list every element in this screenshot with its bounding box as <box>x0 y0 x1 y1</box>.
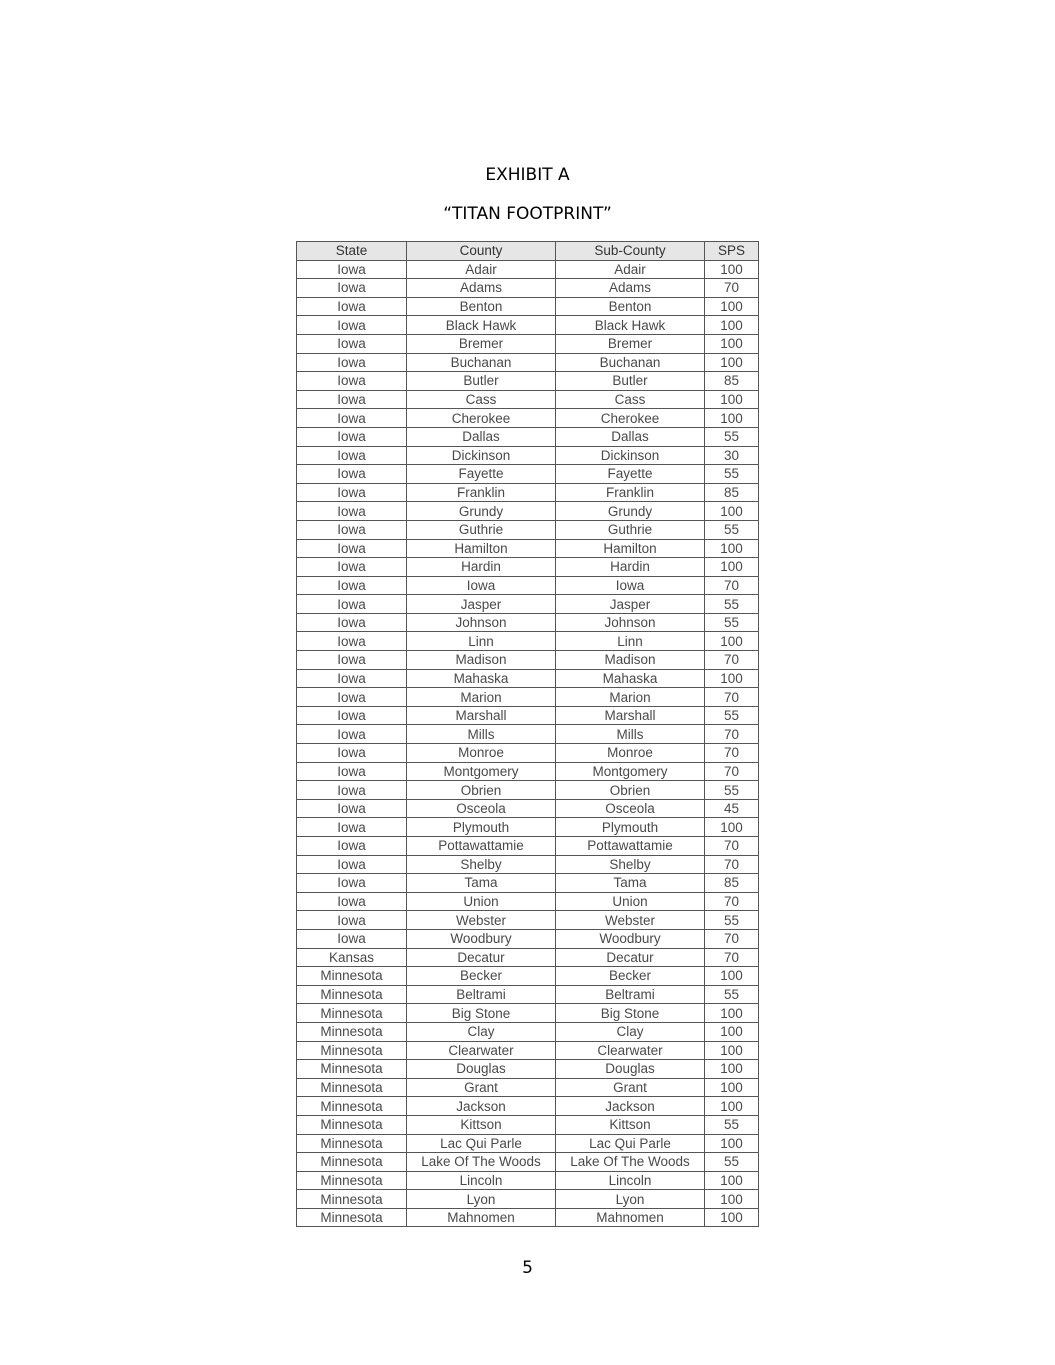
cell-state: Iowa <box>297 744 407 763</box>
cell-sps: 100 <box>705 353 759 372</box>
cell-state: Iowa <box>297 409 407 428</box>
cell-sps: 100 <box>705 558 759 577</box>
table-row <box>297 799 759 818</box>
cell-state: Iowa <box>297 446 407 465</box>
cell-sps: 100 <box>705 967 759 986</box>
table-row <box>297 781 759 800</box>
cell-sub-county: Lincoln <box>556 1171 705 1190</box>
cell-state: Minnesota <box>297 1208 407 1227</box>
table-row <box>297 1153 759 1172</box>
cell-sps: 70 <box>705 651 759 670</box>
table-row <box>297 316 759 335</box>
cell-state: Iowa <box>297 390 407 409</box>
cell-sps: 55 <box>705 613 759 632</box>
cell-county: Marshall <box>407 706 556 725</box>
cell-sub-county: Becker <box>556 967 705 986</box>
cell-county: Woodbury <box>407 929 556 948</box>
cell-county: Benton <box>407 297 556 316</box>
cell-sps: 100 <box>705 1004 759 1023</box>
cell-state: Iowa <box>297 632 407 651</box>
table-body <box>297 260 759 1227</box>
cell-sub-county: Kittson <box>556 1115 705 1134</box>
cell-county: Marion <box>407 688 556 707</box>
cell-state: Iowa <box>297 874 407 893</box>
cell-state: Iowa <box>297 706 407 725</box>
cell-county: Plymouth <box>407 818 556 837</box>
cell-sps: 70 <box>705 948 759 967</box>
cell-state: Iowa <box>297 502 407 521</box>
cell-state: Minnesota <box>297 1060 407 1079</box>
cell-sps: 100 <box>705 539 759 558</box>
cell-sps: 100 <box>705 390 759 409</box>
cell-state: Iowa <box>297 799 407 818</box>
cell-sub-county: Douglas <box>556 1060 705 1079</box>
table-row <box>297 427 759 446</box>
cell-sub-county: Adair <box>556 260 705 279</box>
cell-county: Decatur <box>407 948 556 967</box>
cell-sps: 85 <box>705 874 759 893</box>
table-row <box>297 818 759 837</box>
table-row <box>297 762 759 781</box>
cell-sps: 70 <box>705 688 759 707</box>
cell-sps: 100 <box>705 818 759 837</box>
table-row <box>297 1097 759 1116</box>
table-row <box>297 892 759 911</box>
cell-sub-county: Adams <box>556 279 705 298</box>
cell-county: Webster <box>407 911 556 930</box>
cell-sub-county: Clay <box>556 1022 705 1041</box>
cell-county: Grundy <box>407 502 556 521</box>
cell-sub-county: Madison <box>556 651 705 670</box>
table-row <box>297 837 759 856</box>
cell-state: Minnesota <box>297 1115 407 1134</box>
cell-sps: 55 <box>705 1115 759 1134</box>
cell-county: Dickinson <box>407 446 556 465</box>
cell-sub-county: Shelby <box>556 855 705 874</box>
table-row <box>297 929 759 948</box>
cell-sub-county: Woodbury <box>556 929 705 948</box>
cell-sub-county: Big Stone <box>556 1004 705 1023</box>
cell-county: Adams <box>407 279 556 298</box>
cell-state: Minnesota <box>297 1190 407 1209</box>
cell-county: Becker <box>407 967 556 986</box>
cell-county: Linn <box>407 632 556 651</box>
cell-county: Black Hawk <box>407 316 556 335</box>
cell-state: Minnesota <box>297 1078 407 1097</box>
cell-sps: 85 <box>705 372 759 391</box>
cell-county: Union <box>407 892 556 911</box>
table-row <box>297 334 759 353</box>
cell-sub-county: Decatur <box>556 948 705 967</box>
table-row <box>297 1078 759 1097</box>
table-row <box>297 465 759 484</box>
table-row <box>297 1208 759 1227</box>
footprint-table <box>296 241 759 1227</box>
cell-state: Minnesota <box>297 1171 407 1190</box>
cell-sps: 70 <box>705 279 759 298</box>
table-row <box>297 1041 759 1060</box>
table-row <box>297 632 759 651</box>
cell-sps: 70 <box>705 744 759 763</box>
cell-county: Guthrie <box>407 520 556 539</box>
cell-state: Iowa <box>297 334 407 353</box>
table-row <box>297 1022 759 1041</box>
cell-state: Iowa <box>297 837 407 856</box>
cell-sub-county: Montgomery <box>556 762 705 781</box>
cell-sps: 70 <box>705 892 759 911</box>
cell-county: Adair <box>407 260 556 279</box>
table-row <box>297 1004 759 1023</box>
cell-state: Iowa <box>297 929 407 948</box>
cell-county: Monroe <box>407 744 556 763</box>
cell-sps: 100 <box>705 316 759 335</box>
page-number: 5 <box>522 1258 533 1278</box>
table-row <box>297 520 759 539</box>
cell-sps: 100 <box>705 1171 759 1190</box>
cell-sps: 100 <box>705 1097 759 1116</box>
cell-county: Mills <box>407 725 556 744</box>
cell-sub-county: Dickinson <box>556 446 705 465</box>
cell-sps: 70 <box>705 725 759 744</box>
cell-county: Fayette <box>407 465 556 484</box>
cell-sps: 100 <box>705 1078 759 1097</box>
cell-sub-county: Hardin <box>556 558 705 577</box>
cell-sub-county: Grundy <box>556 502 705 521</box>
cell-state: Iowa <box>297 613 407 632</box>
table-row <box>297 409 759 428</box>
cell-sps: 100 <box>705 409 759 428</box>
cell-state: Iowa <box>297 353 407 372</box>
cell-sub-county: Marion <box>556 688 705 707</box>
cell-county: Mahaska <box>407 669 556 688</box>
table-row <box>297 1115 759 1134</box>
table-header-row <box>297 242 759 261</box>
cell-sub-county: Lake Of The Woods <box>556 1153 705 1172</box>
cell-sub-county: Pottawattamie <box>556 837 705 856</box>
cell-sub-county: Lac Qui Parle <box>556 1134 705 1153</box>
cell-sub-county: Black Hawk <box>556 316 705 335</box>
cell-sps: 55 <box>705 520 759 539</box>
cell-sps: 100 <box>705 632 759 651</box>
cell-state: Minnesota <box>297 985 407 1004</box>
table-row <box>297 483 759 502</box>
cell-sub-county: Hamilton <box>556 539 705 558</box>
cell-state: Iowa <box>297 892 407 911</box>
cell-state: Minnesota <box>297 1097 407 1116</box>
cell-county: Obrien <box>407 781 556 800</box>
cell-sps: 70 <box>705 837 759 856</box>
cell-sub-county: Mahaska <box>556 669 705 688</box>
cell-state: Iowa <box>297 297 407 316</box>
cell-sps: 55 <box>705 706 759 725</box>
cell-county: Lac Qui Parle <box>407 1134 556 1153</box>
cell-sps: 100 <box>705 1022 759 1041</box>
cell-state: Minnesota <box>297 1004 407 1023</box>
cell-sub-county: Marshall <box>556 706 705 725</box>
cell-sub-county: Osceola <box>556 799 705 818</box>
cell-state: Minnesota <box>297 1153 407 1172</box>
cell-county: Montgomery <box>407 762 556 781</box>
cell-state: Iowa <box>297 316 407 335</box>
table-row <box>297 985 759 1004</box>
cell-state: Iowa <box>297 427 407 446</box>
table-row <box>297 595 759 614</box>
cell-sub-county: Cherokee <box>556 409 705 428</box>
cell-sub-county: Fayette <box>556 465 705 484</box>
cell-sub-county: Linn <box>556 632 705 651</box>
cell-county: Dallas <box>407 427 556 446</box>
cell-sps: 55 <box>705 465 759 484</box>
table-row <box>297 688 759 707</box>
cell-state: Iowa <box>297 576 407 595</box>
cell-sps: 100 <box>705 1208 759 1227</box>
cell-county: Big Stone <box>407 1004 556 1023</box>
table-row <box>297 1171 759 1190</box>
cell-sps: 100 <box>705 1041 759 1060</box>
table-row <box>297 446 759 465</box>
cell-county: Beltrami <box>407 985 556 1004</box>
cell-state: Kansas <box>297 948 407 967</box>
cell-sub-county: Butler <box>556 372 705 391</box>
table-row <box>297 576 759 595</box>
cell-state: Iowa <box>297 539 407 558</box>
cell-county: Cass <box>407 390 556 409</box>
cell-sub-county: Cass <box>556 390 705 409</box>
cell-state: Iowa <box>297 855 407 874</box>
cell-sps: 100 <box>705 502 759 521</box>
cell-county: Butler <box>407 372 556 391</box>
cell-sub-county: Jackson <box>556 1097 705 1116</box>
table-row <box>297 613 759 632</box>
cell-sps: 100 <box>705 669 759 688</box>
cell-sub-county: Clearwater <box>556 1041 705 1060</box>
cell-sps: 70 <box>705 576 759 595</box>
cell-sub-county: Union <box>556 892 705 911</box>
cell-county: Pottawattamie <box>407 837 556 856</box>
cell-state: Iowa <box>297 465 407 484</box>
cell-sub-county: Lyon <box>556 1190 705 1209</box>
cell-county: Grant <box>407 1078 556 1097</box>
cell-sub-county: Dallas <box>556 427 705 446</box>
cell-county: Hardin <box>407 558 556 577</box>
table-row <box>297 279 759 298</box>
cell-state: Iowa <box>297 762 407 781</box>
cell-state: Minnesota <box>297 1022 407 1041</box>
cell-county: Clay <box>407 1022 556 1041</box>
cell-state: Iowa <box>297 558 407 577</box>
cell-sps: 100 <box>705 1060 759 1079</box>
table-row <box>297 725 759 744</box>
cell-state: Minnesota <box>297 1134 407 1153</box>
cell-sps: 100 <box>705 1190 759 1209</box>
cell-county: Jasper <box>407 595 556 614</box>
cell-sps: 55 <box>705 595 759 614</box>
cell-sub-county: Mahnomen <box>556 1208 705 1227</box>
cell-sps: 55 <box>705 911 759 930</box>
table-row <box>297 297 759 316</box>
table-row <box>297 558 759 577</box>
cell-state: Iowa <box>297 669 407 688</box>
table-row <box>297 353 759 372</box>
table-row <box>297 911 759 930</box>
cell-state: Minnesota <box>297 967 407 986</box>
cell-state: Iowa <box>297 688 407 707</box>
cell-county: Kittson <box>407 1115 556 1134</box>
cell-state: Iowa <box>297 372 407 391</box>
cell-county: Bremer <box>407 334 556 353</box>
cell-county: Lincoln <box>407 1171 556 1190</box>
header-sps: SPS <box>705 242 759 261</box>
table-row <box>297 390 759 409</box>
table-row <box>297 874 759 893</box>
cell-sps: 45 <box>705 799 759 818</box>
table-row <box>297 1134 759 1153</box>
cell-sps: 55 <box>705 427 759 446</box>
cell-sps: 85 <box>705 483 759 502</box>
cell-sps: 55 <box>705 1153 759 1172</box>
table-row <box>297 1060 759 1079</box>
cell-county: Jackson <box>407 1097 556 1116</box>
table-row <box>297 1190 759 1209</box>
cell-sub-county: Guthrie <box>556 520 705 539</box>
table-row <box>297 539 759 558</box>
cell-sps: 100 <box>705 334 759 353</box>
cell-county: Lyon <box>407 1190 556 1209</box>
cell-state: Iowa <box>297 279 407 298</box>
cell-sub-county: Bremer <box>556 334 705 353</box>
cell-sps: 55 <box>705 985 759 1004</box>
cell-sps: 100 <box>705 260 759 279</box>
cell-sps: 70 <box>705 855 759 874</box>
cell-state: Iowa <box>297 725 407 744</box>
cell-sub-county: Franklin <box>556 483 705 502</box>
cell-county: Lake Of The Woods <box>407 1153 556 1172</box>
cell-state: Iowa <box>297 260 407 279</box>
cell-sub-county: Mills <box>556 725 705 744</box>
cell-sub-county: Buchanan <box>556 353 705 372</box>
cell-sub-county: Iowa <box>556 576 705 595</box>
cell-state: Minnesota <box>297 1041 407 1060</box>
cell-sps: 55 <box>705 781 759 800</box>
cell-county: Hamilton <box>407 539 556 558</box>
cell-county: Iowa <box>407 576 556 595</box>
cell-county: Madison <box>407 651 556 670</box>
cell-state: Iowa <box>297 818 407 837</box>
cell-county: Clearwater <box>407 1041 556 1060</box>
table-row <box>297 651 759 670</box>
table-row <box>297 669 759 688</box>
table-row <box>297 855 759 874</box>
cell-county: Johnson <box>407 613 556 632</box>
cell-sub-county: Webster <box>556 911 705 930</box>
exhibit-subtitle: “TITAN FOOTPRINT” <box>443 204 612 224</box>
cell-sub-county: Johnson <box>556 613 705 632</box>
cell-county: Douglas <box>407 1060 556 1079</box>
cell-sub-county: Plymouth <box>556 818 705 837</box>
header-county: County <box>407 242 556 261</box>
cell-sps: 70 <box>705 929 759 948</box>
cell-county: Shelby <box>407 855 556 874</box>
table-row <box>297 372 759 391</box>
cell-state: Iowa <box>297 520 407 539</box>
cell-sub-county: Beltrami <box>556 985 705 1004</box>
cell-sub-county: Tama <box>556 874 705 893</box>
cell-sps: 70 <box>705 762 759 781</box>
cell-county: Tama <box>407 874 556 893</box>
cell-state: Iowa <box>297 781 407 800</box>
cell-sub-county: Grant <box>556 1078 705 1097</box>
cell-state: Iowa <box>297 911 407 930</box>
cell-state: Iowa <box>297 651 407 670</box>
cell-county: Cherokee <box>407 409 556 428</box>
header-sub-county: Sub-County <box>556 242 705 261</box>
cell-sub-county: Benton <box>556 297 705 316</box>
cell-sub-county: Monroe <box>556 744 705 763</box>
cell-state: Iowa <box>297 595 407 614</box>
cell-sub-county: Jasper <box>556 595 705 614</box>
cell-county: Mahnomen <box>407 1208 556 1227</box>
cell-sps: 100 <box>705 297 759 316</box>
exhibit-title: EXHIBIT A <box>485 165 570 185</box>
cell-state: Iowa <box>297 483 407 502</box>
table-row <box>297 502 759 521</box>
cell-sps: 100 <box>705 1134 759 1153</box>
cell-sub-county: Obrien <box>556 781 705 800</box>
cell-county: Franklin <box>407 483 556 502</box>
cell-county: Buchanan <box>407 353 556 372</box>
table-row <box>297 967 759 986</box>
table-row <box>297 744 759 763</box>
table-row <box>297 706 759 725</box>
cell-sps: 30 <box>705 446 759 465</box>
header-state: State <box>297 242 407 261</box>
table-row <box>297 260 759 279</box>
cell-county: Osceola <box>407 799 556 818</box>
table-row <box>297 948 759 967</box>
